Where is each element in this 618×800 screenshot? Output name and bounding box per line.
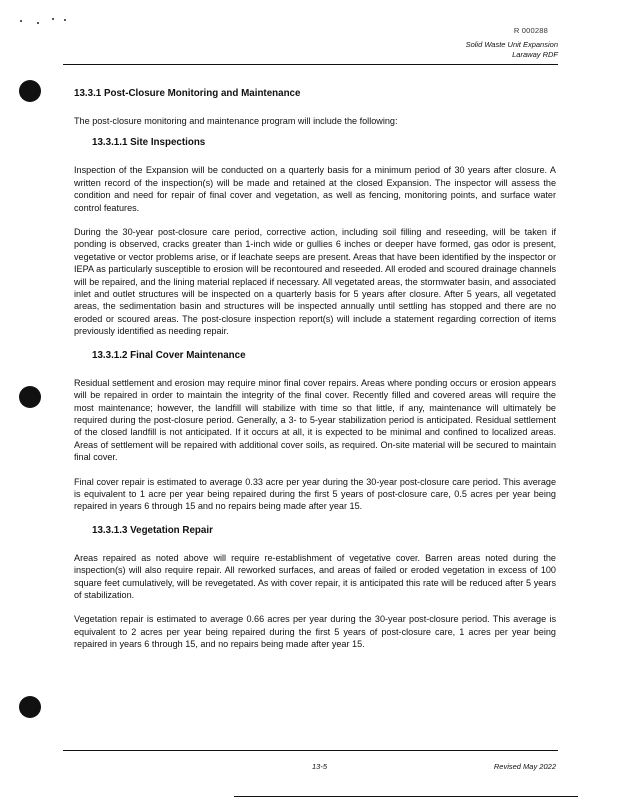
revision-date: Revised May 2022: [493, 762, 556, 771]
paragraph: Residual settlement and erosion may require minor final cover repairs. Areas where ponding occurs or erosion appears will be repaired in order to maintain the integrity of the final cover. Recently filled and covered areas will require the most maintenance; however, the landfill will stabilize with time so that little, if any, maintenance will ultimately be required during the post-closure period. Generally, a 3- to 5-year stabilization period is anticipated. Residual settlement of the closed landfill is not anticipated. If it occurs at all, it is expected to be minimal and confined to localized areas. Areas of settlement will be repaired with additional cover soils, as required. On-site material will be secured to maintain final cover.: [74, 377, 556, 463]
section-intro: The post-closure monitoring and maintenance program will include the following:: [74, 116, 398, 126]
footer-rule: [63, 750, 558, 751]
scan-edge-rule: [234, 796, 578, 797]
paragraph: During the 30-year post-closure care period, corrective action, including soil filling and reseeding, will be taken if ponding is observed, cracks greater than 1-inch wide or gullies 6 inches or deeper have formed, gas odor is present, vegetative or vector problems arise, or if leachate seeps are present. Areas that have been identified by the inspector or IEPA as particularly susceptible to erosion will be recontoured and reseeded. All eroded and scoured drainage channels will be repaired, and the lining material replaced if necessary. All vegetated areas, the stormwater basin, and associated inlet and outlet structures will be inspected on a quarterly basis for 5 years after closure. After 5 years, all vegetated areas, the sedimentation basin and structures will be inspected annually until settling has stopped and there are no eroded or scoured areas. The post-closure inspection report(s) will include a statement regarding correction of items previously identified as needing repair.: [74, 227, 556, 337]
binder-hole-middle: [19, 386, 41, 408]
header-facility-name: Laraway RDF: [512, 50, 558, 59]
subsection-heading-site-inspections: 13.3.1.1 Site Inspections: [92, 137, 206, 149]
scan-speck: [37, 22, 39, 24]
subsection-heading-vegetation-repair: 13.3.1.3 Vegetation Repair: [92, 524, 213, 536]
header-project-title: Solid Waste Unit Expansion: [465, 40, 558, 49]
paragraph: Inspection of the Expansion will be conducted on a quarterly basis for a minimum period of 30 years after closure. A written record of the inspection(s) will be made and retained at the closed Expansion. The inspector will assess the condition and need for repair of final cover and vegetation, as well as fencing, monitoring points, and surface water control features.: [74, 165, 556, 213]
binder-hole-bottom: [19, 696, 41, 718]
section-heading: 13.3.1 Post-Closure Monitoring and Maintenance: [74, 88, 301, 99]
main-content: [74, 88, 556, 663]
subsection-heading-final-cover-maintenance: 13.3.1.2 Final Cover Maintenance: [92, 349, 246, 361]
binder-hole-top: [19, 80, 41, 102]
header-rule: [63, 64, 558, 65]
scan-speck: [64, 19, 66, 21]
paragraph: Final cover repair is estimated to average 0.33 acre per year during the 30-year post-closure care period. This average is equivalent to 1 acre per year being repaired during the first 5 years of post-closure care, 0.5 acres per year being repaired in years 6 through 15 and no repairs being made after year 15.: [74, 476, 556, 512]
paragraph: Vegetation repair is estimated to average 0.66 acres per year during the 30-year post-closure period. This average is equivalent to 2 acres per year being repaired during the first 5 years of post-closure care, 1 acres per year being repaired in years 6 through 15, and no repairs being made after year 15.: [74, 614, 556, 650]
document-id: R 000288: [513, 26, 548, 35]
scan-speck: [20, 20, 22, 22]
paragraph: Areas repaired as noted above will require re-establishment of vegetative cover. Barren areas noted during the inspection(s) will also require repair. All reworked surfaces, and areas of failed or eroded vegetation in excess of 100 square feet cumulatively, will be revegetated. As with cover repair, it is anticipated this rate will be reduced after 5 years of stabilization.: [74, 552, 556, 600]
page-number: 13-5: [312, 762, 328, 771]
scan-speck: [52, 18, 54, 20]
